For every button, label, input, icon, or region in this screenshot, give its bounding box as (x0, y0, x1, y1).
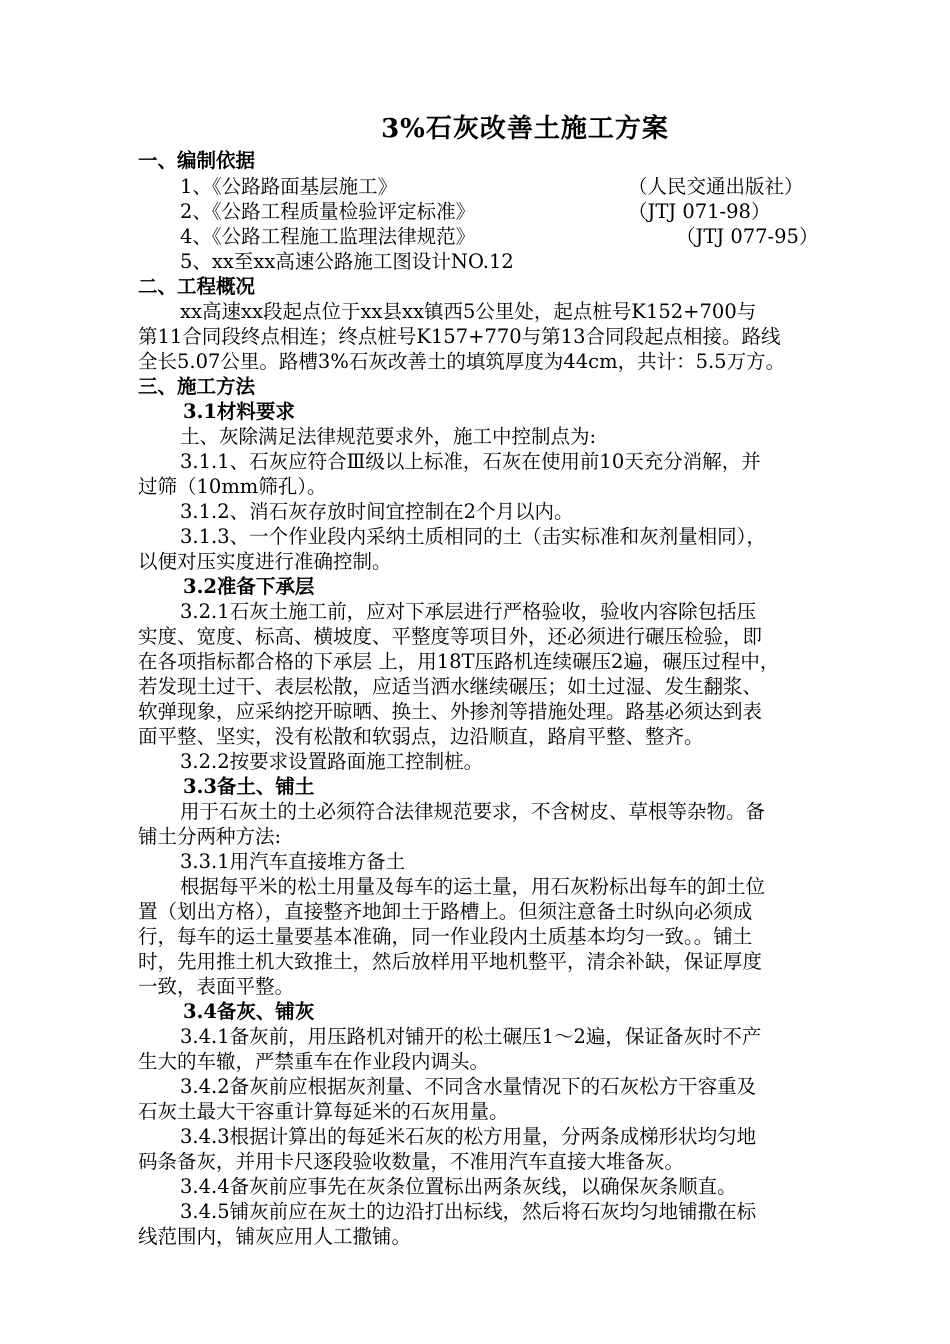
subsection-heading: 3.1材料要求 (183, 400, 295, 423)
section-heading: 一、编制依据 (138, 149, 256, 172)
subsection-heading: 3.3备土、铺土 (183, 775, 315, 798)
paragraph-line: 线范围内，铺灰应用人工撒铺。 (138, 1225, 412, 1248)
reference-item: 5、xx至xx高速公路施工图设计NO.12 (180, 250, 514, 273)
reference-source: （JTJ 071-98） (628, 200, 771, 223)
paragraph-line: 码条备灰，并用卡尺逐段验收数量，不准用汽车直接大堆备灰。 (138, 1150, 685, 1173)
subsection-heading: 3.4备灰、铺灰 (183, 1000, 315, 1023)
paragraph-line: 3.2.1石灰土施工前，应对下承层进行严格验收，验收内容除包括压 (180, 600, 757, 623)
reference-item: 1、《公路路面基层施工》 (180, 175, 398, 198)
paragraph-line: 铺土分两种方法: (138, 825, 282, 848)
paragraph-line: 土、灰除满足法律规范要求外，施工中控制点为: (180, 425, 597, 448)
paragraph-line: 3.4.2备灰前应根据灰剂量、不同含水量情况下的石灰松方干容重及 (180, 1075, 757, 1098)
paragraph-line: 用于石灰土的土必须符合法律规范要求，不含树皮、草根等杂物。备 (180, 800, 766, 823)
paragraph-line: 3.3.1用汽车直接堆方备土 (180, 850, 406, 873)
section-heading: 三、施工方法 (138, 375, 256, 398)
paragraph-line: 3.4.4备灰前应事先在灰条位置标出两条灰线，以确保灰条顺直。 (180, 1175, 737, 1198)
paragraph-line: 一致，表面平整。 (138, 975, 295, 998)
paragraph-line: 生大的车辙，严禁重车在作业段内调头。 (138, 1050, 490, 1073)
paragraph-line: 软弹现象，应采纳挖开晾晒、换土、外掺剂等措施处理。路基必须达到表 (138, 700, 763, 723)
paragraph-line: 3.4.1备灰前，用压路机对铺开的松土碾压1～2遍，保证备灰时不产 (180, 1025, 762, 1048)
paragraph-line: 时，先用推土机大致推土，然后放样用平地机整平，清余补缺，保证厚度 (138, 950, 763, 973)
paragraph-line: 根据每平米的松土用量及每车的运土量，用石灰粉标出每车的卸土位 (180, 875, 766, 898)
paragraph-line: 若发现土过干、表层松散，应适当洒水继续碾压；如土过湿、发生翻浆、 (138, 675, 763, 698)
paragraph-line: 以便对压实度进行准确控制。 (138, 550, 392, 573)
paragraph-line: 全长5.07公里。路槽3%石灰改善土的填筑厚度为44cm，共计：5.5万方。 (138, 350, 786, 373)
paragraph-line: 行，每车的运土量要基本准确，同一作业段内土质基本均匀一致。。铺土 (138, 925, 753, 948)
document-title: 3%石灰改善土施工方案 (381, 114, 669, 144)
reference-source: （人民交通出版社） (628, 175, 804, 198)
paragraph-line: 过筛（10mm筛孔）。 (138, 475, 327, 498)
paragraph-line: 3.1.2、消石灰存放时间宜控制在2个月以内。 (180, 500, 574, 523)
reference-source: （JTJ 077-95） (676, 225, 819, 248)
paragraph-line: 3.1.1、石灰应符合Ⅲ级以上标准，石灰在使用前10天充分消解，并 (180, 450, 761, 473)
paragraph-line: 3.2.2按要求设置路面施工控制桩。 (180, 750, 484, 773)
reference-item: 2、《公路工程质量检验评定标准》 (180, 200, 476, 223)
subsection-heading: 3.2准备下承层 (183, 575, 315, 598)
paragraph-line: 面平整、坚实，没有松散和软弱点，边沿顺直，路肩平整、整齐。 (138, 725, 704, 748)
reference-item: 4、《公路工程施工监理法律规范》 (180, 225, 476, 248)
paragraph-line: 3.4.3根据计算出的每延米石灰的松方用量，分两条成梯形状均匀地 (180, 1125, 757, 1148)
paragraph-line: 3.1.3、一个作业段内采纳土质相同的土（击实标准和灰剂量相同）， (180, 525, 766, 548)
paragraph-line: 3.4.5铺灰前应在灰土的边沿打出标线，然后将石灰均匀地铺撒在标 (180, 1200, 757, 1223)
paragraph-line: 石灰土最大干容重计算每延米的石灰用量。 (138, 1100, 509, 1123)
paragraph-line: 第11合同段终点相连；终点桩号K157+770与第13合同段起点相接。路线 (138, 325, 781, 348)
paragraph-line: xx高速xx段起点位于xx县xx镇西5公里处，起点桩号K152+700与 (180, 300, 757, 323)
paragraph-line: 实度、宽度、标高、横坡度、平整度等项目外，还必须进行碾压检验，即 (138, 625, 763, 648)
paragraph-line: 在各项指标都合格的下承层 上，用18T压路机连续碾压2遍，碾压过程中， (138, 650, 780, 673)
paragraph-line: 置（划出方格），直接整齐地卸土于路槽上。但须注意备土时纵向必须成 (138, 900, 753, 923)
section-heading: 二、工程概况 (138, 275, 256, 298)
